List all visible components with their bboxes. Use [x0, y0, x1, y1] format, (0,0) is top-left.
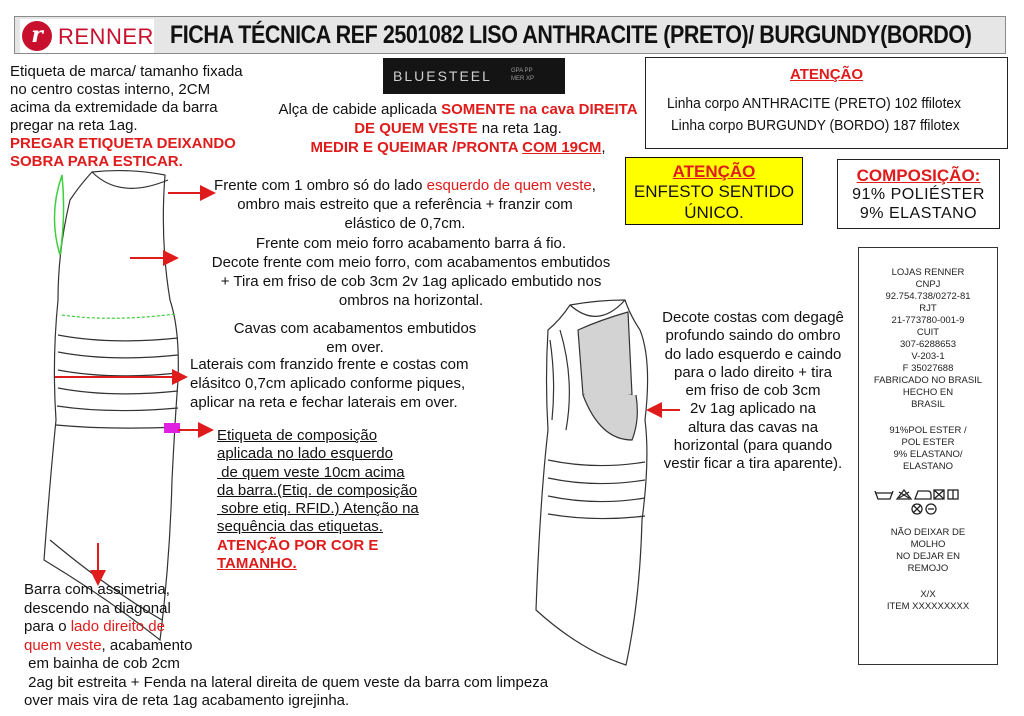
attention-line-1: Linha corpo ANTHRACITE (PRETO) 102 ffilotex [667, 95, 962, 112]
note-line: descendo na diagonal [24, 599, 171, 617]
note-line: do lado esquerdo e caindo [664, 345, 842, 363]
note-line: Decote frente com meio forro, com acabamentos embutidos [211, 254, 611, 271]
note-line: para o lado direito + tira [673, 363, 832, 381]
note-line: elásitco 0,7cm aplicado conforme piques, [190, 375, 466, 392]
note-line: aplicar na reta e fechar laterais em over. [190, 394, 458, 411]
note-line: em over. [326, 339, 384, 356]
note-highlight: COM 19CM [522, 139, 602, 156]
note-line: Etiqueta de marca/ tamanho fixada [10, 63, 243, 80]
brand-label-size-line: GPA PP [511, 68, 533, 74]
note-line: Barra com assimetria, [24, 581, 170, 598]
care-label-comp-line: POL ESTER [901, 437, 955, 448]
note-composition-label [217, 427, 457, 573]
note-line: Etiqueta de composição [217, 427, 378, 444]
note-text: , [591, 177, 596, 194]
note-hem [24, 581, 624, 711]
note-line: over mais vira de reta 1ag acabamento igrejinha. [24, 692, 350, 709]
note-line: ombros na horizontal. [338, 292, 484, 309]
note-text: Alça de cabide aplicada [278, 101, 442, 118]
note-text: para o [24, 618, 71, 635]
note-line: vestir ficar a tira aparente). [663, 455, 843, 473]
note-text: , [601, 139, 606, 156]
note-line: Cavas com acabamentos embutidos [233, 320, 477, 337]
care-label-line: F 35027688 [902, 363, 954, 374]
care-label-line: V-203-1 [911, 351, 945, 362]
composition-label-marker [164, 423, 180, 433]
note-line: ombro mais estreito que a referência + franzir com [237, 196, 573, 213]
note-line: pregar na reta 1ag. [10, 117, 138, 134]
note-warning: ATENÇÃO POR COR E [217, 536, 379, 554]
note-sides [190, 355, 520, 412]
note-back-neck [648, 309, 858, 474]
care-label-care-line: REMOJO [907, 563, 949, 574]
care-label-line: HECHO EN [902, 387, 954, 398]
care-label-line: 21-773780-001-9 [891, 315, 965, 326]
brand-label-text: BLUESTEEL [393, 68, 492, 84]
care-label-care-line: MOLHO [910, 539, 946, 550]
note-line: elástico de 0,7cm. [344, 215, 466, 232]
note-warning: PREGAR ETIQUETA DEIXANDO [10, 135, 236, 152]
note-warning: SOBRA PARA ESTICAR. [10, 153, 183, 170]
note-line: + Tira em friso de cob 3cm 2v 1ag aplicado embutido nos [220, 273, 602, 290]
note-front-lining [176, 234, 646, 310]
note-highlight: SOMENTE na cava DIREITA [441, 101, 638, 118]
note-line: profundo saindo do ombro [665, 327, 841, 345]
note-line: de quem veste 10cm acima [217, 463, 405, 481]
care-label-line: LOJAS RENNER [891, 267, 965, 278]
composition-line-2: 9% ELASTANO [859, 205, 978, 222]
cutting-direction-line-2: ÚNICO. [684, 203, 744, 222]
care-label-line: RJT [919, 303, 937, 314]
note-highlight: quem veste [24, 636, 102, 654]
care-label-care-line: NO DEJAR EN [896, 551, 960, 562]
front-dress-sketch [44, 171, 178, 640]
note-text: na reta 1ag. [477, 120, 562, 137]
note-line: altura das cavas na [687, 418, 819, 436]
renner-logo-mark: r [22, 21, 52, 51]
note-line: 2v 1ag aplicado na [690, 400, 816, 418]
care-label-line: FABRICADO NO BRASIL [873, 375, 983, 386]
care-label-line: 307-6288653 [900, 339, 956, 350]
note-highlight: lado direito de [70, 618, 165, 635]
care-label-line: CUIT [916, 327, 940, 338]
note-line: no centro costas interno, 2CM [10, 81, 211, 98]
note-line: 2ag bit estreita + Fenda na lateral direita de quem veste da barra com limpeza [24, 673, 549, 691]
care-label-comp-line: ELASTANO [903, 461, 953, 472]
care-label-item: ITEM XXXXXXXXX [886, 601, 970, 612]
page-title: FICHA TÉCNICA REF 2501082 LISO ANTHRACITE (PRETO)/ BURGUNDY(BORDO) [170, 21, 972, 49]
brand-label-size-line: MER XP [511, 76, 535, 82]
care-label-line: BRASIL [911, 399, 945, 410]
note-highlight: MEDIR E QUEIMAR /PRONTA [310, 139, 523, 156]
note-line: acima da extremidade da barra [10, 99, 218, 116]
note-text: , acabamento [101, 636, 193, 654]
cutting-direction-line-1: ENFESTO SENTIDO [633, 182, 795, 201]
note-line: sobre etiq. RFID.) Atenção na [217, 500, 419, 518]
note-text: Frente com 1 ombro só do lado [214, 177, 427, 194]
note-front-shoulder [190, 176, 620, 233]
note-hanger [262, 100, 654, 157]
care-label-comp-line: 9% ELASTANO/ [893, 449, 963, 460]
note-line: da barra.(Etiq. de composição [217, 481, 418, 499]
renner-logo-text: RENNER [58, 24, 154, 49]
note-line: aplicada no lado esquerdo [217, 445, 393, 463]
note-line: Laterais com franzido frente e costas com [190, 356, 469, 373]
composition-title: COMPOSIÇÃO: [856, 166, 981, 185]
attention-line-2: Linha corpo BURGUNDY (BORDO) 187 ffilotex [671, 117, 960, 134]
composition-line-1: 91% POLIÉSTER [852, 186, 985, 203]
hanger-loop-icon [54, 175, 63, 255]
care-label-comp-line: 91%POL ESTER / [889, 425, 967, 436]
note-highlight: esquerdo de quem veste [426, 177, 592, 194]
note-line: em friso de cob 3cm [685, 382, 821, 400]
attention-title: ATENÇÃO [789, 66, 864, 83]
note-line: em bainha de cob 2cm [24, 655, 180, 672]
cutting-direction-title: ATENÇÃO [672, 162, 756, 181]
care-label-line: CNPJ [915, 279, 941, 290]
note-warning: TAMANHO. [217, 555, 297, 573]
note-brand-label [10, 63, 243, 171]
note-armholes [200, 319, 510, 357]
note-line: horizontal (para quando [673, 437, 833, 455]
note-line: Frente com meio forro acabamento barra á fio. [255, 235, 567, 252]
note-highlight: DE QUEM VESTE [354, 120, 478, 137]
care-label-care-line: NÃO DEIXAR DE [890, 527, 966, 538]
note-line: Decote costas com degagê [662, 309, 844, 326]
care-label-size: X/X [920, 589, 936, 600]
care-label-line: 92.754.738/0272-81 [885, 291, 971, 302]
note-line: sequência das etiquetas. [217, 518, 383, 536]
